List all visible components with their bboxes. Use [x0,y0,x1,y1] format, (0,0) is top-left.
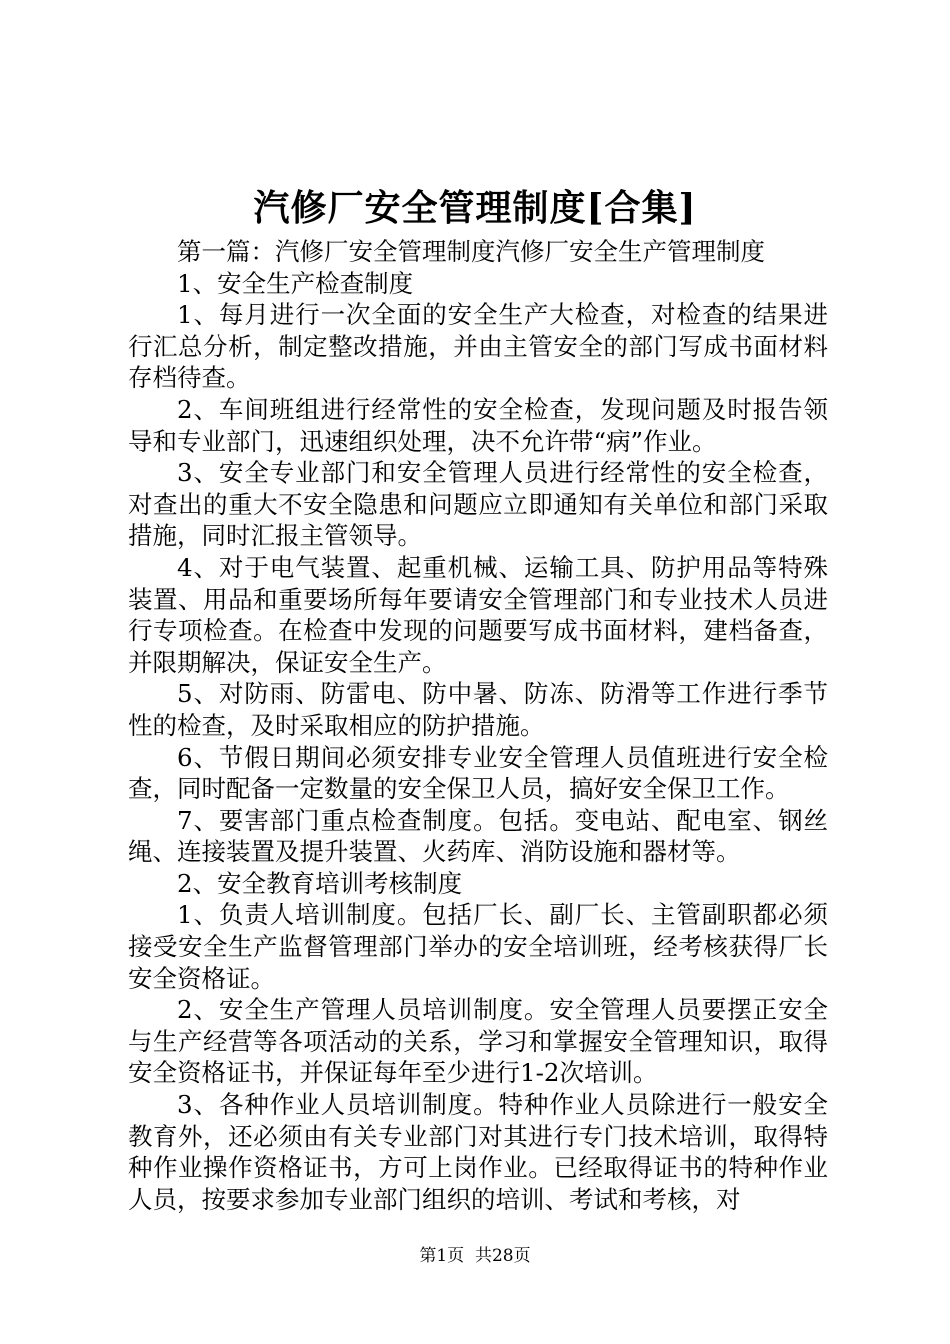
paragraph: 1、每月进行一次全面的安全生产大检查，对检查的结果进行汇总分析，制定整改措施，并由主管安全的部门写成书面材料存档待查。 [128,300,828,393]
document-body [128,236,828,1215]
page-number-label: 第1页 共28页 [419,1246,531,1266]
paragraph: 4、对于电气装置、起重机械、运输工具、防护用品等特殊装置、用品和重要场所每年要请安全管理部门和专业技术人员进行专项检查。在检查中发现的问题要写成书面材料，建档备查，并限期解决，保证安全生产。 [128,552,828,677]
paragraph: 2、安全生产管理人员培训制度。安全管理人员要摆正安全与生产经营等各项活动的关系，学习和掌握安全管理知识，取得安全资格证书，并保证每年至少进行1-2次培训。 [128,995,828,1088]
paragraph: 2、车间班组进行经常性的安全检查，发现问题及时报告领导和专业部门，迅速组织处理，决不允许带“病”作业。 [128,394,828,456]
document-title: 汽修厂安全管理制度[合集] [253,187,697,229]
paragraph: 3、各种作业人员培训制度。特种作业人员除进行一般安全教育外，还必须由有关专业部门对其进行专门技术培训，取得特种作业操作资格证书，方可上岗作业。已经取得证书的特种作业人员，按要求参加专业部门组织的培训、考试和考核，对 [128,1090,828,1214]
page-footer [0,1244,950,1268]
paragraph: 1、负责人培训制度。包括厂长、副厂长、主管副职都必须接受安全生产监督管理部门举办的安全培训班，经考核获得厂长安全资格证。 [128,900,828,993]
paragraph: 7、要害部门重点检查制度。包括。变电站、配电室、钢丝绳、连接装置及提升装置、火药库、消防设施和器材等。 [128,805,828,867]
section-heading: 1、安全生产检查制度 [177,268,414,298]
section-heading: 2、安全教育培训考核制度 [177,868,463,898]
paragraph: 6、节假日期间必须安排专业安全管理人员值班进行安全检查，同时配备一定数量的安全保卫人员，搞好安全保卫工作。 [128,742,828,804]
paragraph: 5、对防雨、防雷电、防中暑、防冻、防滑等工作进行季节性的检查，及时采取相应的防护措施。 [128,679,828,740]
paragraph: 第一篇：汽修厂安全管理制度汽修厂安全生产管理制度 [177,237,765,266]
paragraph: 3、安全专业部门和安全管理人员进行经常性的安全检查，对查出的重大不安全隐患和问题应立即通知有关单位和部门采取措施，同时汇报主管领导。 [128,458,828,551]
